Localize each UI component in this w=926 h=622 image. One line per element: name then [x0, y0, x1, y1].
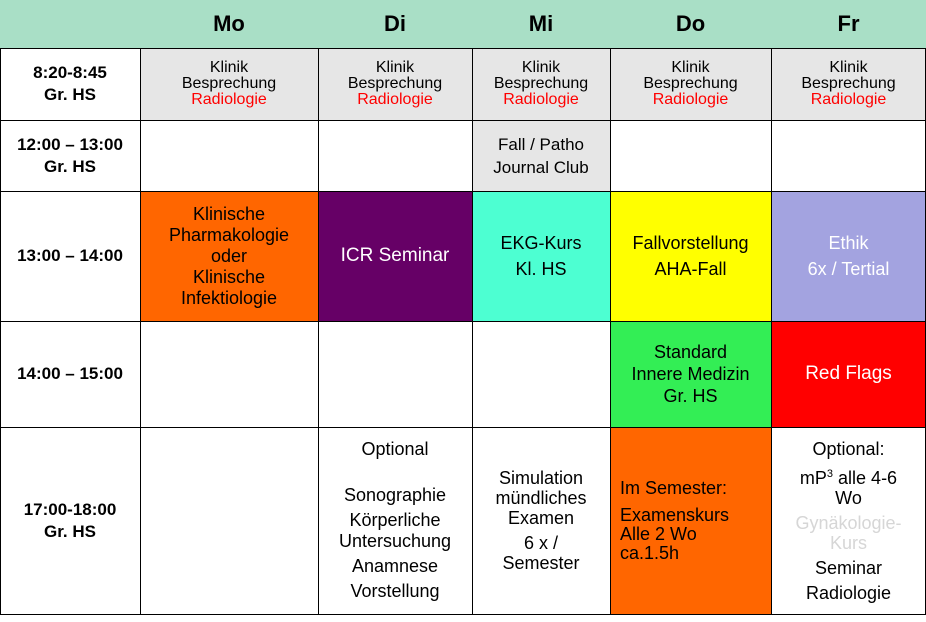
time-label: 8:20-8:45: [33, 63, 107, 82]
session-text: Radiologie: [805, 582, 892, 603]
session-text-radiologie: Radiologie: [810, 91, 887, 108]
session-text: Klinische: [192, 203, 266, 224]
time-label: 13:00 – 14:00: [17, 246, 123, 265]
session-text: Sonographie: [343, 485, 447, 505]
session-text: Besprechung: [347, 75, 443, 92]
session-text: Infektiologie: [180, 287, 278, 308]
session-mi-klinik: [472, 48, 610, 120]
session-text: Examen: [507, 508, 575, 528]
session-text: Körperliche: [349, 510, 441, 530]
session-text-radiologie: Radiologie: [191, 91, 267, 108]
session-text: ca.1.5h: [620, 542, 680, 563]
mp-superscript: 3: [826, 467, 834, 480]
session-text-radiologie: Radiologie: [652, 91, 729, 108]
time-slot-2: [0, 120, 140, 191]
header-day-mo: Mo: [213, 11, 245, 36]
session-text: Besprechung: [181, 75, 277, 92]
mp-rest: alle 4-6: [833, 467, 898, 488]
session-text: Klinik: [829, 59, 868, 76]
grid-line: [0, 427, 926, 428]
session-text: Fall / Patho: [498, 134, 584, 154]
session-text: mündliches: [495, 488, 587, 508]
time-slot-3: [0, 191, 140, 321]
session-fr-ethik: [771, 191, 926, 321]
session-text: Examenskurs: [620, 504, 730, 525]
session-text: Fallvorstellung: [632, 233, 749, 253]
time-label: 12:00 – 13:00: [17, 134, 123, 154]
grid-line: [0, 120, 926, 121]
session-text: Seminar: [814, 557, 883, 578]
session-text: Red Flags: [805, 363, 892, 384]
session-do-fallvorstellung: [610, 191, 771, 321]
session-fr-red-flags: [771, 321, 926, 427]
session-text: Klinik: [521, 59, 561, 76]
grid-line: [318, 48, 319, 614]
grid-line: [0, 614, 926, 615]
mp-base: mP: [799, 467, 827, 488]
session-mi-journal-club: [472, 120, 610, 191]
session-text: Wo: [835, 487, 862, 508]
grid-line: [771, 48, 772, 614]
session-text: Optional:: [812, 438, 885, 459]
grid-line: [0, 48, 926, 49]
session-fr-klinik: [771, 48, 926, 120]
session-text: Innere Medizin: [631, 364, 750, 384]
grid-line: [0, 48, 1, 614]
session-text: Simulation: [498, 468, 584, 488]
session-do-examenskurs: [610, 427, 771, 614]
grid-line: [140, 48, 141, 614]
session-mo-klinik: [140, 48, 318, 120]
session-di-optional: [318, 427, 472, 614]
session-text: ICR Seminar: [340, 245, 450, 266]
session-text: Vorstellung: [350, 581, 440, 601]
session-text: Pharmakologie: [168, 224, 290, 245]
session-fr-optional: [771, 427, 926, 614]
session-mi-simulation: [472, 427, 610, 614]
header-day-do: Do: [675, 11, 706, 36]
session-text: 6 x /: [523, 533, 558, 553]
session-text: Untersuchung: [338, 531, 452, 551]
session-text: Gr. HS: [663, 386, 718, 406]
session-text: Alle 2 Wo: [620, 523, 697, 544]
session-text: Optional: [361, 439, 429, 459]
time-slot-4: [0, 321, 140, 427]
grid-line: [0, 191, 926, 192]
session-text: Besprechung: [493, 75, 589, 92]
session-mo-pharmakologie: [140, 191, 318, 321]
room-label: Gr. HS: [44, 521, 96, 541]
session-do-klinik: [610, 48, 771, 120]
session-do-innere-medizin: [610, 321, 771, 427]
session-text: AHA-Fall: [654, 259, 727, 279]
session-text: 6x / Tertial: [807, 259, 890, 279]
session-text: Anamnese: [351, 556, 439, 576]
session-text: Journal Club: [493, 157, 589, 177]
session-text-mp: [800, 464, 897, 488]
session-text: Klinische: [192, 266, 266, 287]
session-text: EKG-Kurs: [500, 233, 582, 253]
room-label: Gr. HS: [44, 156, 96, 176]
time-slot-5: [0, 427, 140, 614]
header-day-mi: Mi: [528, 11, 554, 36]
grid-line: [610, 48, 611, 614]
session-di-klinik: [318, 48, 472, 120]
session-text: Klinik: [209, 59, 249, 76]
session-text: Besprechung: [801, 75, 896, 92]
session-di-icr-seminar: [318, 191, 472, 321]
session-text-radiologie: Radiologie: [357, 91, 433, 108]
session-text: Ethik: [828, 233, 869, 253]
session-text: Besprechung: [643, 75, 738, 92]
time-label: 17:00-18:00: [23, 499, 117, 519]
room-label: Gr. HS: [44, 85, 96, 104]
time-slot-1: [0, 48, 140, 120]
session-mi-ekg-kurs: [472, 191, 610, 321]
session-text-gynaekologie: Gynäkologie-: [795, 512, 902, 533]
time-label: 14:00 – 15:00: [17, 364, 123, 383]
session-text: Kl. HS: [515, 259, 567, 279]
grid-line: [472, 48, 473, 614]
session-text-gynaekologie: Kurs: [829, 532, 867, 553]
grid-line: [0, 321, 926, 322]
session-text: Standard: [653, 342, 728, 362]
header-day-di: Di: [384, 11, 406, 36]
session-text: Im Semester:: [620, 477, 728, 498]
session-text: Semester: [502, 553, 580, 573]
session-text: Klinik: [671, 59, 710, 76]
header-day-fr: Fr: [837, 11, 860, 36]
session-text: Klinik: [375, 59, 415, 76]
session-text: oder: [210, 245, 248, 266]
session-text-radiologie: Radiologie: [503, 91, 579, 108]
